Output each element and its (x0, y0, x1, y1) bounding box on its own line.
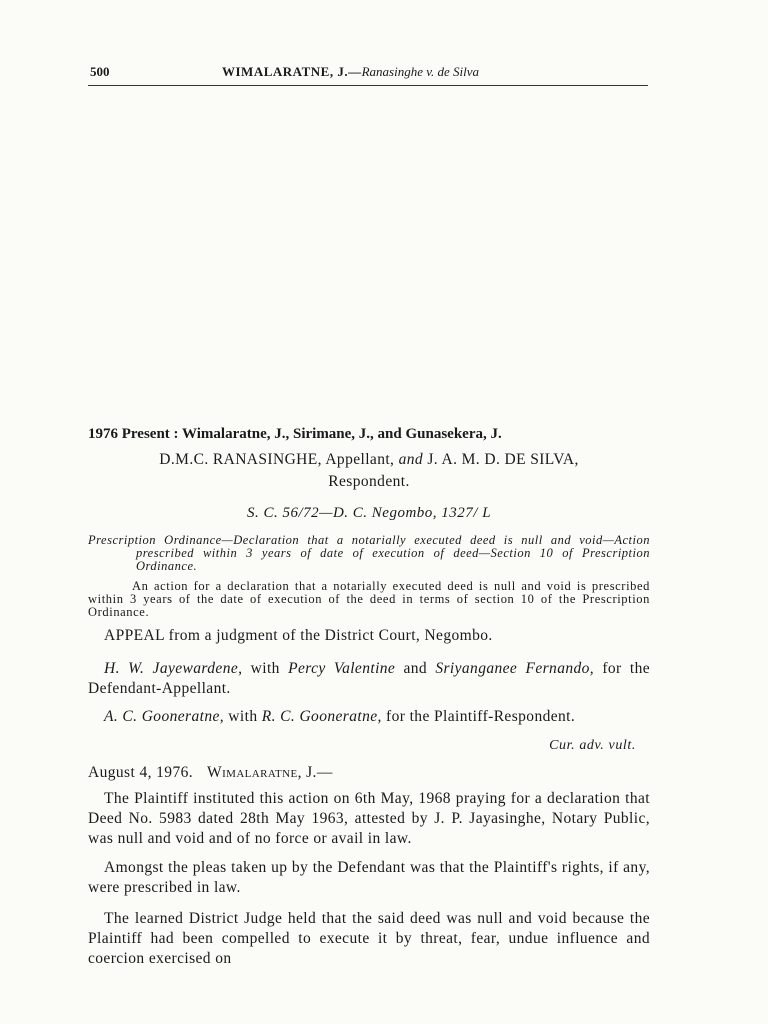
parties-and: and (398, 451, 424, 468)
cur-adv-vult: Cur. adv. vult. (549, 738, 636, 753)
page-number: 500 (90, 64, 110, 79)
running-title (222, 64, 479, 80)
counsel-name: Percy Valentine (288, 660, 396, 677)
counsel-name: H. W. Jayewardene, (104, 660, 243, 677)
counsel-respondent (88, 707, 650, 727)
bench-judges: Wimalaratne, J., Sirimane, J., and Gunasekera, J. (182, 426, 502, 442)
counsel-name: R. C. Gooneratne, (261, 708, 382, 725)
judgment-paragraph: The Plaintiff instituted this action on 6th May, 1968 praying for a declaration that Deed No. 5983 dated 28th May 1963, attested by J. P. Jayasinghe, Notary Public, was null and void and of no force or avail in law. (88, 790, 650, 847)
counsel-with: with (224, 708, 262, 725)
headnote-summary: An action for a declaration that a notarially executed deed is null and void is prescribed within 3 years of the date of execution of the deed in terms of section 10 of the Prescription Ordinance. (88, 579, 650, 619)
year-present: 1976 Present : (88, 426, 183, 442)
counsel-name: A. C. Gooneratne, (104, 708, 225, 725)
counsel-with: with (242, 660, 289, 677)
counsel-and: and (395, 660, 436, 677)
report-body (88, 426, 650, 969)
header-rule (88, 85, 648, 86)
judgment-date: August 4, 1976. (88, 764, 194, 781)
running-title-judge: WIMALARATNE, J.— (222, 64, 362, 79)
present-line (88, 426, 650, 443)
respondent-name: J. A. M. D. DE SILVA, (427, 451, 579, 468)
judgment-paragraph: Amongst the pleas taken up by the Defendant was that the Plaintiff's rights, if any, were prescribed in law. (88, 859, 650, 896)
headnote: Prescription Ordinance—Declaration that a notarially executed deed is null and void—Action prescribed within 3 years of date of execution of deed—Section 10 of Prescription Ordinance. (88, 533, 650, 573)
judgment-heading (88, 763, 650, 783)
case-number: S. C. 56/72—D. C. Negombo, 1327/ L (246, 505, 492, 521)
counsel-role: for the Plaintiff-Respondent. (381, 708, 576, 725)
judgment-judge: Wimalaratne, J.— (207, 764, 333, 781)
running-title-case: Ranasinghe v. de Silva (361, 64, 480, 79)
counsel-name: Sriyanganee Fernando, (435, 660, 595, 677)
appeal-line: APPEAL from a judgment of the District Court, Negombo. (104, 627, 493, 644)
judgment-paragraph: The learned District Judge held that the said deed was null and void because the Plaintiff had been compelled to execute it by threat, fear, undue influence and coercion exercised on (88, 910, 650, 967)
appellant-name: D.M.C. RANASINGHE, Appellant, (159, 451, 395, 468)
parties-block (88, 449, 650, 493)
counsel-appellant (88, 659, 650, 699)
respondent-label: Respondent. (328, 473, 410, 490)
counsel-role: for the Defendant-Appellant. (88, 660, 651, 697)
